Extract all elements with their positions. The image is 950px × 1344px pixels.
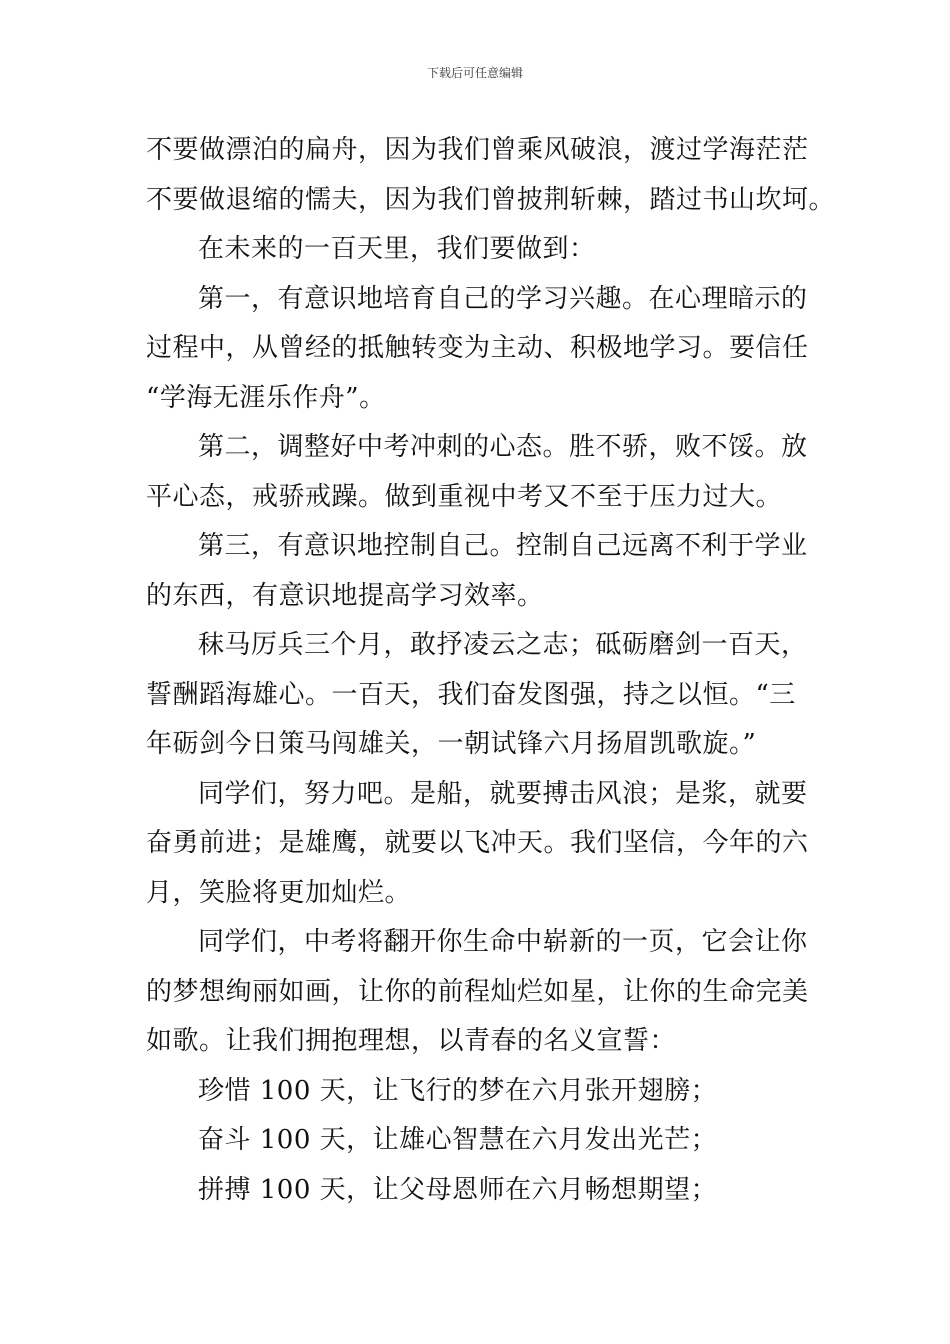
text-line: 不要做退缩的懦夫，因为我们曾披荆斩棘，踏过书山坎坷。: [146, 184, 836, 215]
text-line: 过程中，从曾经的抵触转变为主动、积极地学习。要信任: [146, 333, 809, 363]
text-line: 第三，有意识地控制自己。控制自己远离不利于学业: [198, 531, 808, 561]
text-line: 奋勇前进；是雄鹰，就要以飞冲天。我们坚信，今年的六: [146, 828, 809, 858]
text-line: 同学们，努力吧。是船，就要搏击风浪；是浆，就要: [198, 778, 808, 809]
text-line: 平心态，戒骄戒躁。做到重视中考又不至于压力过大。: [146, 481, 783, 512]
text-line: 第一，有意识地培育自己的学习兴趣。在心理暗示的: [198, 283, 808, 314]
text-line: 的梦想绚丽如画，让你的前程灿烂如星，让你的生命完美: [146, 976, 809, 1007]
text-line: 年砺剑今日策马闯雄关，一朝试锋六月扬眉凯歌旋。”: [146, 729, 757, 759]
text-line: 拼搏 100 天，让父母恩师在六月畅想期望；: [198, 1174, 718, 1205]
text-line: 在未来的一百天里，我们要做到：: [198, 234, 596, 264]
text-line: 同学们，中考将翻开你生命中崭新的一页，它会让你: [198, 927, 808, 957]
text-line: “学海无涯乐作舟”。: [146, 382, 386, 413]
text-line: 的东西，有意识地提高学习效率。: [146, 580, 544, 611]
text-line: 珍惜 100 天，让飞行的梦在六月张开翅膀；: [198, 1075, 718, 1106]
page-header: 下载后可任意编辑: [426, 66, 523, 80]
text-line: 不要做漂泊的扁舟，因为我们曾乘风破浪，渡过学海茫茫: [146, 135, 809, 165]
document-body: [146, 126, 836, 1215]
text-line: 如歌。让我们拥抱理想，以青春的名义宣誓：: [146, 1026, 677, 1056]
text-line: 誓酬蹈海雄心。一百天，我们奋发图强，持之以恒。“三: [146, 679, 796, 710]
text-line: 奋斗 100 天，让雄心智慧在六月发出光芒；: [198, 1125, 718, 1155]
text-line: 月，笑脸将更加灿烂。: [146, 877, 412, 908]
text-line: 第二，调整好中考冲刺的心态。胜不骄，败不馁。放: [198, 432, 808, 462]
text-line: 秣马厉兵三个月，敢抒凌云之志；砥砺磨剑一百天，: [198, 630, 808, 660]
